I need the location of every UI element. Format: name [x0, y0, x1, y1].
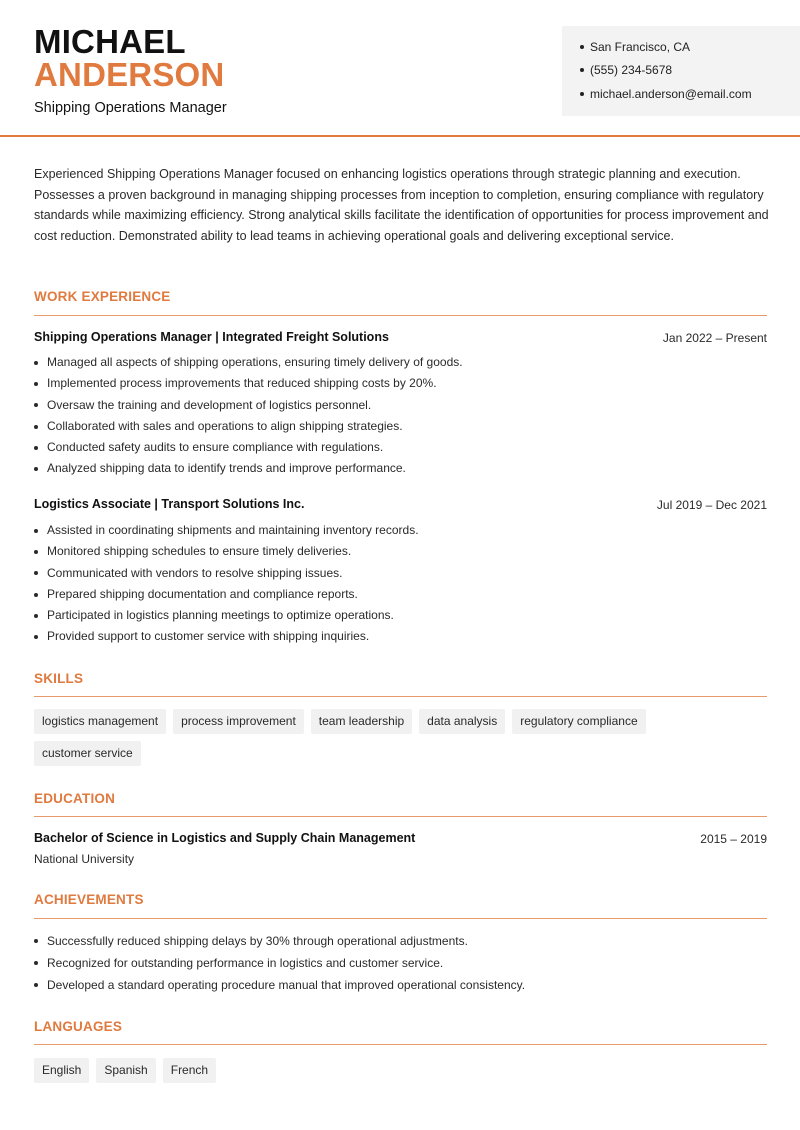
- section-title-skills: SKILLS: [34, 671, 84, 686]
- section-divider: [34, 696, 767, 697]
- school-name: National University: [34, 852, 135, 866]
- bullet-icon: [34, 593, 38, 597]
- education-date: 2015 – 2019: [700, 832, 767, 846]
- bullet-icon: [34, 361, 38, 365]
- list-item: [34, 520, 764, 541]
- bullet-text: Implemented process improvements that reduced shipping costs by 20%.: [47, 376, 437, 391]
- bullet-text: Participated in logistics planning meetings to optimize operations.: [47, 608, 394, 623]
- degree-title: Bachelor of Science in Logistics and Supply Chain Management: [34, 831, 416, 845]
- skill-chip: data analysis: [419, 709, 505, 734]
- resume-header: [0, 0, 800, 137]
- bullet-text: Oversaw the training and development of logistics personnel.: [47, 397, 372, 412]
- job-date-2: Jul 2019 – Dec 2021: [656, 498, 767, 512]
- bullet-icon: [34, 939, 38, 943]
- bullet-icon: [34, 614, 38, 618]
- list-item: [34, 458, 764, 479]
- contact-phone-text: (555) 234-5678: [590, 63, 673, 77]
- section-title-languages: LANGUAGES: [34, 1019, 123, 1034]
- list-item: [34, 930, 764, 952]
- list-item: [34, 626, 764, 647]
- first-name: MICHAEL: [34, 23, 186, 60]
- last-name: ANDERSON: [34, 56, 225, 93]
- skills-row-1: [34, 709, 646, 734]
- bullet-text: Developed a standard operating procedure manual that improved operational consistency.: [47, 978, 526, 992]
- job-title: Shipping Operations Manager: [34, 100, 227, 116]
- bullet-text: Analyzed shipping data to identify trends and improve performance.: [47, 461, 406, 476]
- bullet-icon: [34, 550, 38, 554]
- bullet-icon: [34, 467, 38, 471]
- list-item: [34, 395, 764, 416]
- section-title-education: EDUCATION: [34, 791, 116, 806]
- list-item: [34, 437, 764, 458]
- bullet-text: Monitored shipping schedules to ensure timely deliveries.: [47, 544, 352, 559]
- language-chip: English: [34, 1058, 89, 1083]
- bullet-icon: [34, 403, 38, 407]
- bullet-icon: [34, 425, 38, 429]
- achievements-bullets: [34, 930, 764, 996]
- bullet-icon: [580, 45, 584, 49]
- section-title-work: WORK EXPERIENCE: [34, 289, 171, 304]
- job-date-1: Jan 2022 – Present: [662, 331, 767, 345]
- bullet-icon: [34, 571, 38, 575]
- bullet-text: Collaborated with sales and operations to align shipping strategies.: [47, 418, 403, 433]
- list-item: [34, 373, 764, 394]
- job-title-2: Logistics Associate | Transport Solutions Inc.: [34, 497, 305, 511]
- skill-chip: team leadership: [311, 709, 412, 734]
- bullet-text: Communicated with vendors to resolve shipping issues.: [47, 565, 343, 580]
- language-chip: Spanish: [96, 1058, 155, 1083]
- bullet-icon: [580, 68, 584, 72]
- list-item: [34, 974, 764, 996]
- list-item: [34, 416, 764, 437]
- job-title-1: Shipping Operations Manager | Integrated Freight Solutions: [34, 330, 389, 344]
- contact-phone: [580, 63, 672, 77]
- bullet-icon: [580, 92, 584, 96]
- contact-location-text: San Francisco, CA: [590, 40, 691, 54]
- job-1-bullets: [34, 352, 764, 480]
- contact-email: [580, 87, 752, 101]
- list-item: [34, 605, 764, 626]
- bullet-icon: [34, 961, 38, 965]
- bullet-icon: [34, 529, 38, 533]
- bullet-icon: [34, 635, 38, 639]
- skills-row-2: [34, 741, 141, 766]
- bullet-text: Recognized for outstanding performance in logistics and customer service.: [47, 956, 444, 970]
- contact-location: [580, 40, 690, 54]
- bullet-icon: [34, 983, 38, 987]
- skill-chip: customer service: [34, 741, 141, 766]
- list-item: [34, 563, 764, 584]
- bullet-icon: [34, 382, 38, 386]
- list-item: [34, 541, 764, 562]
- list-item: [34, 584, 764, 605]
- list-item: [34, 352, 764, 373]
- skill-chip: process improvement: [173, 709, 304, 734]
- bullet-icon: [34, 446, 38, 450]
- section-divider: [34, 315, 767, 316]
- bullet-text: Assisted in coordinating shipments and maintaining inventory records.: [47, 523, 419, 537]
- professional-summary: Experienced Shipping Operations Manager focused on enhancing logistics operations through strategic planning and execution. Possesses a proven background in managing shipping processes from inception to completion, ensuring compliance with regulatory standards while maximizing efficiency. Strong analytical skills facilitate the identification of opportunities for process improvement and cost reduction. Demonstrated ability to lead teams in achieving operational goals and delivering exceptional service.: [34, 167, 769, 243]
- bullet-text: Successfully reduced shipping delays by 30% through operational adjustments.: [47, 934, 468, 948]
- language-chip: French: [163, 1058, 216, 1083]
- job-2-bullets: [34, 520, 764, 648]
- contact-email-text: michael.anderson@email.com: [590, 87, 752, 101]
- section-divider: [34, 1044, 767, 1045]
- skill-chip: regulatory compliance: [512, 709, 645, 734]
- section-title-achievements: ACHIEVEMENTS: [34, 892, 144, 907]
- list-item: [34, 952, 764, 974]
- skill-chip: logistics management: [34, 709, 166, 734]
- bullet-text: Conducted safety audits to ensure compliance with regulations.: [47, 440, 384, 455]
- bullet-text: Prepared shipping documentation and compliance reports.: [47, 586, 358, 601]
- languages-row: [34, 1058, 216, 1083]
- section-divider: [34, 816, 767, 817]
- contact-box: [562, 26, 800, 116]
- section-divider: [34, 918, 767, 919]
- bullet-text: Provided support to customer service with shipping inquiries.: [47, 629, 370, 644]
- bullet-text: Managed all aspects of shipping operations, ensuring timely delivery of goods.: [47, 355, 463, 369]
